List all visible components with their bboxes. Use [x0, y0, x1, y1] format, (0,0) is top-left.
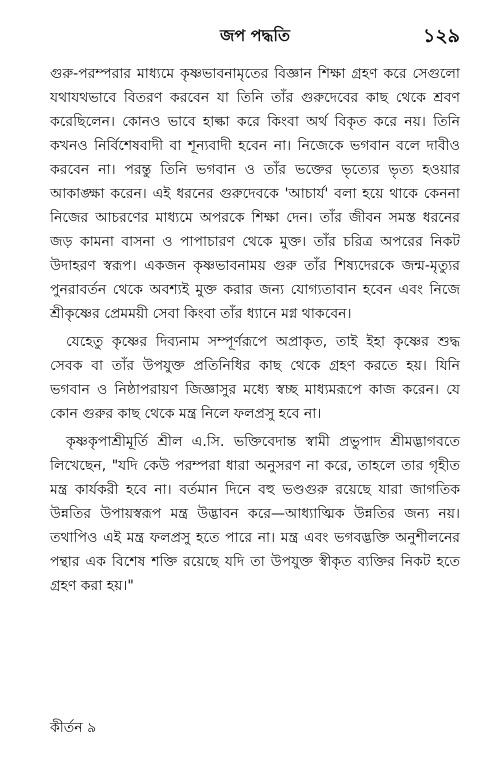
page-number: ১২৯ — [422, 25, 460, 47]
signature-mark: কীর্তন ৯ — [50, 720, 97, 736]
running-header — [50, 24, 460, 48]
chapter-title: জপ পদ্ধতি — [220, 26, 290, 45]
body-text — [50, 62, 460, 598]
paragraph-2: যেহেতু কৃষ্ণের দিব্যনাম সম্পূর্ণরূপে অপ্রাকৃত, তাই ইহা কৃষ্ণের শুদ্ধ সেবক বা তাঁর উপযুক্ত প্রতিনিধির কাছ থেকে গ্রহণ করতে হয়। যিনি ভগবান ও নিষ্ঠাপরায়ণ জিজ্ঞাসুর মধ্যে স্বচ্ছ মাধ্যমরূপে কাজ করেন। যে কোন গুরুর কাছ থেকে মন্ত্র নিলে ফলপ্রসু হবে না। — [50, 334, 460, 422]
paragraph-3: কৃষ্ণকৃপাশ্রীমূর্তি শ্রীল এ.সি. ভক্তিবেদান্ত স্বামী প্রভুপাদ শ্রীমদ্ভাগবতে লিখেছেন, "যদি কেউ পরম্পরা ধারা অনুসরণ না করে, তাহলে তার গৃহীত মন্ত্র কার্যকরী হবে না। বর্তমান দিনে বহু ভণ্ডগুরু রয়েছে যারা জাগতিক উন্নতির উপায়স্বরূপ মন্ত্র উদ্ভাবন করে—আধ্যাত্মিক উন্নতির জন্য নয়। তথাপিও এই মন্ত্র ফলপ্রসু হতে পারে না। মন্ত্র এবং ভগবদ্ভক্তি অনুশীলনের পন্থার এক বিশেষ শক্তি রয়েছে যদি তা উপযুক্ত স্বীকৃত ব্যক্তির নিকট হতে গ্রহণ করা হয়।" — [50, 434, 460, 594]
paragraph-1: গুরু-পরম্পরার মাধ্যমে কৃষ্ণভাবনামৃতের বিজ্ঞান শিক্ষা গ্রহণ করে সেগুলো যথাযথভাবে বিতরণ করবেন যা তিনি তাঁর গুরুদেবের কাছ থেকে শ্রবণ করেছিলেন। কোনও ভাবে হাল্কা করে কিংবা অর্থ বিকৃত করে নয়। তিনি কখনও নির্বিশেষবাদী বা শূন্যবাদী হবেন না। নিজেকে ভগবান বলে দাবীও করবেন না। পরন্তু তিনি ভগবান ও তাঁর ভক্তের ভৃত্যের ভৃত্য হওয়ার আকাঙ্ক্ষা করেন। এই ধরনের গুরুদেবকে 'আচার্য' বলা হয়ে থাকে কেননা নিজের আচরণের মাধ্যমে অপরকে শিক্ষা দেন। তাঁর জীবন সমস্ত ধরনের জড় কামনা বাসনা ও পাপাচারণ থেকে মুক্ত। তাঁর চরিত্র অপরের নিকট উদাহরণ স্বরূপ। একজন কৃষ্ণভাবনাময় গুরু তাঁর শিষ্যদেরকে জন্ম-মৃত্যুর পুনরাবর্তন থেকে অবশ্যই মুক্ত করার জন্য যোগ্যতাবান হবেন এবং নিজে শ্রীকৃষ্ণের প্রেমময়ী সেবা কিংবা তাঁর ধ্যানে মগ্ন থাকবেন। — [50, 66, 460, 322]
